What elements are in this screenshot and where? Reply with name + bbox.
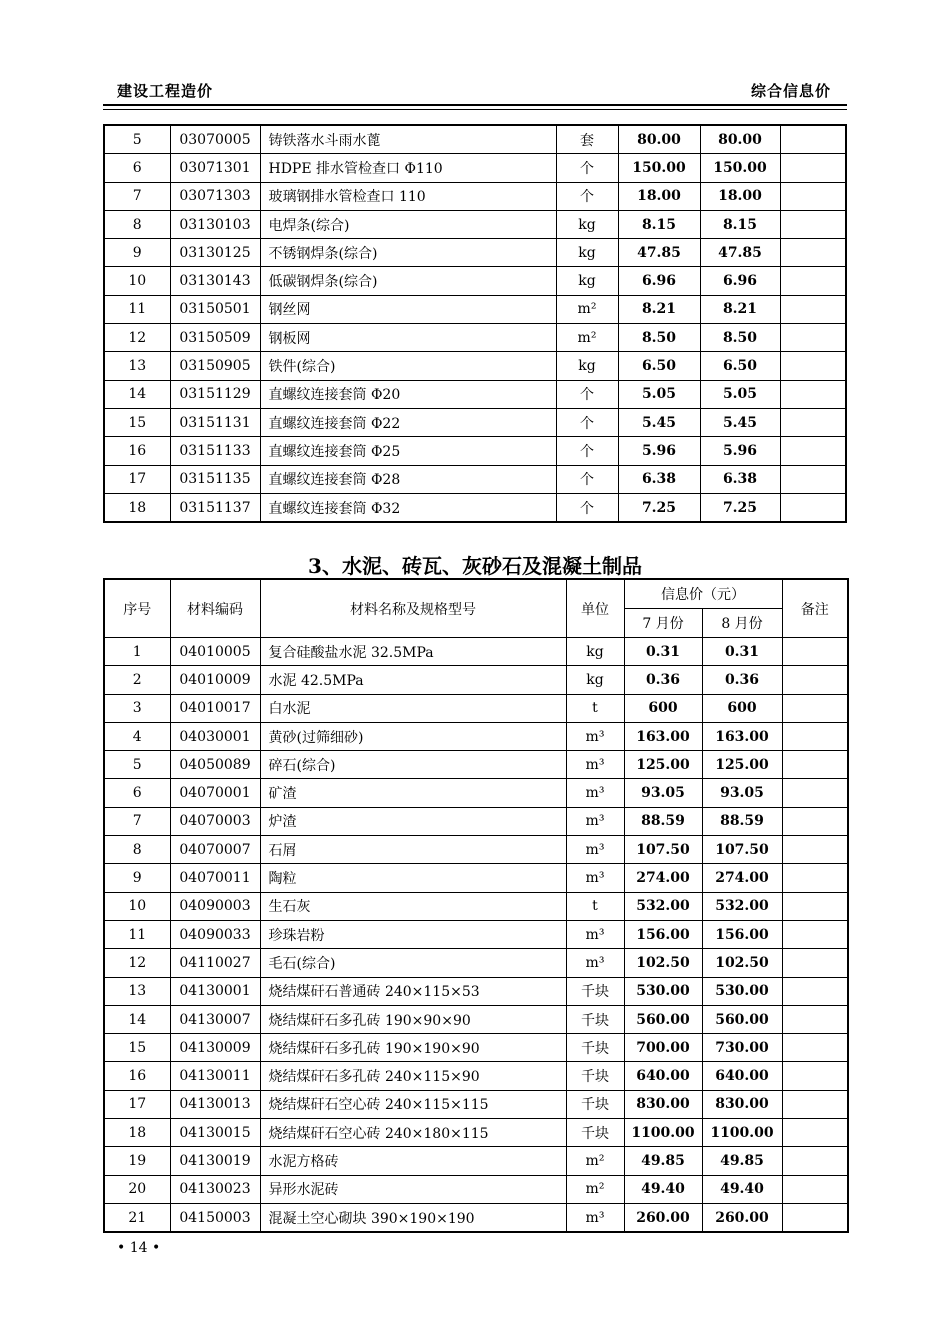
cell-price-august: 125.00 (702, 751, 782, 779)
cell-name: 铸铁落水斗雨水蓖 (260, 125, 556, 154)
cell-unit: 个 (556, 465, 618, 493)
cell-note (782, 1175, 848, 1203)
cell-unit: m² (556, 295, 618, 323)
cell-seq: 18 (104, 1119, 170, 1147)
cell-code: 04130007 (170, 1005, 260, 1033)
cell-price-august: 156.00 (702, 920, 782, 948)
table-row (104, 1034, 848, 1062)
cell-seq: 14 (104, 1005, 170, 1033)
cell-price-august: 5.45 (700, 408, 780, 436)
cell-code: 03151129 (170, 380, 260, 408)
cell-code: 04090003 (170, 892, 260, 920)
cell-name: 钢板网 (260, 324, 556, 352)
cell-price-july: 6.38 (618, 465, 700, 493)
table-row (104, 1062, 848, 1090)
cell-price-july: 6.96 (618, 267, 700, 295)
cell-unit: kg (556, 210, 618, 238)
cell-seq: 7 (104, 807, 170, 835)
cell-price-july: 532.00 (624, 892, 702, 920)
cell-note (782, 751, 848, 779)
cell-price-july: 107.50 (624, 836, 702, 864)
cell-code: 04130001 (170, 977, 260, 1005)
cell-price-august: 1100.00 (702, 1119, 782, 1147)
cell-seq: 17 (104, 465, 170, 493)
cell-price-august: 274.00 (702, 864, 782, 892)
cell-name: 复合硅酸盐水泥 32.5MPa (260, 638, 566, 666)
cell-seq: 20 (104, 1175, 170, 1203)
cell-code: 04030001 (170, 722, 260, 750)
cell-unit: t (566, 694, 624, 722)
cell-seq: 12 (104, 949, 170, 977)
cell-price-july: 560.00 (624, 1005, 702, 1033)
cell-code: 03130103 (170, 210, 260, 238)
cell-note (782, 1005, 848, 1033)
table-row (104, 722, 848, 750)
cell-seq: 16 (104, 437, 170, 465)
cell-note (782, 1090, 848, 1118)
cell-seq: 6 (104, 779, 170, 807)
cell-name: HDPE 排水管检查口 Φ110 (260, 154, 556, 182)
cell-note (782, 1203, 848, 1232)
cell-unit: kg (556, 239, 618, 267)
cell-price-july: 80.00 (618, 125, 700, 154)
running-header-right: 综合信息价 (750, 82, 831, 100)
header-name: 材料名称及规格型号 (260, 579, 566, 638)
cell-note (782, 1034, 848, 1062)
table-row (104, 210, 846, 238)
cell-unit: m³ (566, 949, 624, 977)
cell-price-july: 102.50 (624, 949, 702, 977)
cell-note (782, 864, 848, 892)
cell-name: 电焊条(综合) (260, 210, 556, 238)
cell-unit: 千块 (566, 977, 624, 1005)
cell-code: 04130015 (170, 1119, 260, 1147)
cell-price-july: 8.21 (618, 295, 700, 323)
table-row (104, 267, 846, 295)
cell-note (782, 1119, 848, 1147)
cell-price-july: 640.00 (624, 1062, 702, 1090)
cell-unit: 千块 (566, 1119, 624, 1147)
table-row (104, 1005, 848, 1033)
cell-code: 04130019 (170, 1147, 260, 1175)
cell-code: 03071303 (170, 182, 260, 210)
cell-price-august: 600 (702, 694, 782, 722)
cell-price-july: 600 (624, 694, 702, 722)
header-seq: 序号 (104, 579, 170, 638)
cell-name: 直螺纹连接套筒 Φ22 (260, 408, 556, 436)
cell-name: 混凝土空心砌块 390×190×190 (260, 1203, 566, 1232)
table-row (104, 437, 846, 465)
table-row (104, 295, 846, 323)
table-row (104, 779, 848, 807)
cell-note (782, 638, 848, 666)
cell-price-august: 8.50 (700, 324, 780, 352)
cell-name: 水泥方格砖 (260, 1147, 566, 1175)
table-row (104, 154, 846, 182)
cell-unit: m³ (566, 920, 624, 948)
cell-name: 烧结煤矸石多孔砖 240×115×90 (260, 1062, 566, 1090)
cell-code: 04130011 (170, 1062, 260, 1090)
cell-name: 烧结煤矸石空心砖 240×180×115 (260, 1119, 566, 1147)
cell-price-august: 530.00 (702, 977, 782, 1005)
cell-seq: 3 (104, 694, 170, 722)
cell-unit: m³ (566, 779, 624, 807)
cell-price-august: 532.00 (702, 892, 782, 920)
cell-price-july: 0.31 (624, 638, 702, 666)
table-row (104, 125, 846, 154)
table-row (104, 751, 848, 779)
cell-seq: 8 (104, 210, 170, 238)
cell-price-july: 530.00 (624, 977, 702, 1005)
cell-price-july: 150.00 (618, 154, 700, 182)
cell-note (780, 182, 846, 210)
cell-name: 烧结煤矸石普通砖 240×115×53 (260, 977, 566, 1005)
cell-unit: 个 (556, 182, 618, 210)
cell-price-july: 0.36 (624, 666, 702, 694)
cell-price-august: 730.00 (702, 1034, 782, 1062)
table-row (104, 1119, 848, 1147)
table-row (104, 920, 848, 948)
cell-price-august: 5.96 (700, 437, 780, 465)
cell-price-august: 5.05 (700, 380, 780, 408)
cell-seq: 8 (104, 836, 170, 864)
cell-code: 04010009 (170, 666, 260, 694)
cell-seq: 13 (104, 352, 170, 380)
cell-code: 03071301 (170, 154, 260, 182)
table-row (104, 1203, 848, 1232)
cell-note (782, 836, 848, 864)
cell-price-august: 6.38 (700, 465, 780, 493)
cell-name: 石屑 (260, 836, 566, 864)
cell-seq: 10 (104, 892, 170, 920)
cell-seq: 21 (104, 1203, 170, 1232)
cell-note (780, 437, 846, 465)
cell-note (782, 666, 848, 694)
header-rule-thin (103, 109, 847, 110)
cell-seq: 5 (104, 125, 170, 154)
cell-price-july: 5.45 (618, 408, 700, 436)
cell-code: 04130009 (170, 1034, 260, 1062)
cell-price-july: 47.85 (618, 239, 700, 267)
cell-price-august: 49.40 (702, 1175, 782, 1203)
cell-note (780, 210, 846, 238)
cell-note (782, 779, 848, 807)
cell-code: 03130125 (170, 239, 260, 267)
cell-price-july: 1100.00 (624, 1119, 702, 1147)
cell-code: 04070011 (170, 864, 260, 892)
table-row (104, 493, 846, 522)
cell-price-july: 274.00 (624, 864, 702, 892)
cell-price-august: 560.00 (702, 1005, 782, 1033)
header-unit: 单位 (566, 579, 624, 638)
cell-code: 04130013 (170, 1090, 260, 1118)
table-row (104, 465, 846, 493)
cell-unit: m³ (566, 751, 624, 779)
page-number: • 14 • (117, 1240, 161, 1256)
table-row (104, 352, 846, 380)
cell-seq: 11 (104, 295, 170, 323)
cell-note (782, 977, 848, 1005)
table-row (104, 408, 846, 436)
cell-code: 03150509 (170, 324, 260, 352)
table-row (104, 324, 846, 352)
cell-unit: 千块 (566, 1005, 624, 1033)
cell-unit: 千块 (566, 1034, 624, 1062)
cell-seq: 17 (104, 1090, 170, 1118)
cell-note (782, 949, 848, 977)
table-row (104, 864, 848, 892)
table-row (104, 1175, 848, 1203)
cell-note (782, 1062, 848, 1090)
cell-name: 烧结煤矸石多孔砖 190×190×90 (260, 1034, 566, 1062)
table-row (104, 638, 848, 666)
cell-price-august: 260.00 (702, 1203, 782, 1232)
cell-note (782, 722, 848, 750)
cell-code: 04070007 (170, 836, 260, 864)
table-row (104, 836, 848, 864)
cell-code: 03150905 (170, 352, 260, 380)
cell-note (780, 295, 846, 323)
cell-code: 04110027 (170, 949, 260, 977)
cell-seq: 18 (104, 493, 170, 522)
cell-unit: m³ (566, 1203, 624, 1232)
cell-price-july: 49.85 (624, 1147, 702, 1175)
cell-seq: 1 (104, 638, 170, 666)
header-month-july: 7 月份 (624, 609, 702, 638)
cell-price-august: 8.21 (700, 295, 780, 323)
cell-seq: 7 (104, 182, 170, 210)
cell-name: 直螺纹连接套筒 Φ20 (260, 380, 556, 408)
cell-price-august: 7.25 (700, 493, 780, 522)
cell-seq: 12 (104, 324, 170, 352)
cell-price-july: 156.00 (624, 920, 702, 948)
cell-price-july: 5.05 (618, 380, 700, 408)
cell-name: 生石灰 (260, 892, 566, 920)
cell-unit: 千块 (566, 1062, 624, 1090)
cell-unit: 千块 (566, 1090, 624, 1118)
cell-price-july: 5.96 (618, 437, 700, 465)
cell-note (780, 154, 846, 182)
table-row (104, 1147, 848, 1175)
cell-seq: 10 (104, 267, 170, 295)
cell-seq: 4 (104, 722, 170, 750)
cell-note (780, 324, 846, 352)
cell-seq: 9 (104, 239, 170, 267)
cell-code: 04130023 (170, 1175, 260, 1203)
cell-price-july: 8.15 (618, 210, 700, 238)
cell-name: 矿渣 (260, 779, 566, 807)
cell-seq: 16 (104, 1062, 170, 1090)
cell-price-august: 830.00 (702, 1090, 782, 1118)
cell-price-july: 93.05 (624, 779, 702, 807)
cell-name: 直螺纹连接套筒 Φ28 (260, 465, 556, 493)
cell-code: 03151133 (170, 437, 260, 465)
cell-seq: 14 (104, 380, 170, 408)
cell-code: 04090033 (170, 920, 260, 948)
cell-note (780, 380, 846, 408)
cell-price-august: 640.00 (702, 1062, 782, 1090)
cell-note (780, 352, 846, 380)
cell-price-july: 163.00 (624, 722, 702, 750)
cell-note (780, 267, 846, 295)
cell-code: 04070001 (170, 779, 260, 807)
cell-unit: 个 (556, 380, 618, 408)
cell-name: 珍珠岩粉 (260, 920, 566, 948)
cell-unit: 个 (556, 408, 618, 436)
cell-name: 毛石(综合) (260, 949, 566, 977)
table-row (104, 807, 848, 835)
cell-note (782, 694, 848, 722)
cell-note (782, 1147, 848, 1175)
table-row (104, 694, 848, 722)
cell-seq: 2 (104, 666, 170, 694)
cell-unit: 个 (556, 437, 618, 465)
price-table-continued (103, 124, 847, 523)
cell-name: 炉渣 (260, 807, 566, 835)
cell-price-august: 80.00 (700, 125, 780, 154)
cell-unit: kg (556, 352, 618, 380)
cell-name: 烧结煤矸石多孔砖 190×90×90 (260, 1005, 566, 1033)
cell-note (782, 920, 848, 948)
cell-code: 04050089 (170, 751, 260, 779)
cell-unit: 个 (556, 493, 618, 522)
cell-code: 03130143 (170, 267, 260, 295)
cell-price-july: 700.00 (624, 1034, 702, 1062)
cell-unit: m² (566, 1147, 624, 1175)
cell-seq: 9 (104, 864, 170, 892)
cell-price-august: 0.31 (702, 638, 782, 666)
cell-unit: kg (556, 267, 618, 295)
cell-name: 低碳钢焊条(综合) (260, 267, 556, 295)
cell-unit: m³ (566, 836, 624, 864)
cell-seq: 5 (104, 751, 170, 779)
section-title: 3、水泥、砖瓦、灰砂石及混凝土制品 (308, 554, 642, 578)
cell-code: 04010005 (170, 638, 260, 666)
header-price-group: 信息价（元） (624, 579, 782, 609)
cell-name: 碎石(综合) (260, 751, 566, 779)
cell-price-august: 47.85 (700, 239, 780, 267)
cell-unit: kg (566, 638, 624, 666)
table-row (104, 666, 848, 694)
cell-seq: 6 (104, 154, 170, 182)
header-rule-thick (103, 104, 847, 106)
cell-price-august: 0.36 (702, 666, 782, 694)
cell-price-august: 93.05 (702, 779, 782, 807)
cell-price-august: 6.50 (700, 352, 780, 380)
cell-price-july: 18.00 (618, 182, 700, 210)
cell-name: 黄砂(过筛细砂) (260, 722, 566, 750)
cell-code: 03150501 (170, 295, 260, 323)
table-row (104, 977, 848, 1005)
cell-code: 03151131 (170, 408, 260, 436)
cell-seq: 19 (104, 1147, 170, 1175)
cell-name: 烧结煤矸石空心砖 240×115×115 (260, 1090, 566, 1118)
cell-unit: m² (566, 1175, 624, 1203)
cell-unit: m³ (566, 722, 624, 750)
cell-code: 03070005 (170, 125, 260, 154)
cell-name: 铁件(综合) (260, 352, 556, 380)
table-row (104, 239, 846, 267)
cell-price-july: 7.25 (618, 493, 700, 522)
cell-price-july: 49.40 (624, 1175, 702, 1203)
cell-note (780, 493, 846, 522)
cell-price-august: 6.96 (700, 267, 780, 295)
cell-unit: 套 (556, 125, 618, 154)
table-row (104, 949, 848, 977)
cell-code: 04150003 (170, 1203, 260, 1232)
cell-note (780, 239, 846, 267)
cell-unit: t (566, 892, 624, 920)
cell-price-august: 49.85 (702, 1147, 782, 1175)
cell-unit: m³ (566, 807, 624, 835)
header-code: 材料编码 (170, 579, 260, 638)
cell-note (780, 465, 846, 493)
cell-price-july: 88.59 (624, 807, 702, 835)
cell-price-august: 8.15 (700, 210, 780, 238)
cell-code: 03151135 (170, 465, 260, 493)
cell-code: 04010017 (170, 694, 260, 722)
cell-price-august: 102.50 (702, 949, 782, 977)
cell-price-july: 125.00 (624, 751, 702, 779)
cell-name: 钢丝网 (260, 295, 556, 323)
cell-name: 陶粒 (260, 864, 566, 892)
cell-price-august: 107.50 (702, 836, 782, 864)
running-header-left: 建设工程造价 (117, 82, 214, 100)
cell-name: 不锈钢焊条(综合) (260, 239, 556, 267)
cell-price-august: 18.00 (700, 182, 780, 210)
table-row (104, 380, 846, 408)
cell-note (780, 125, 846, 154)
cell-price-august: 150.00 (700, 154, 780, 182)
cell-note (782, 807, 848, 835)
cell-unit: 个 (556, 154, 618, 182)
cell-price-july: 6.50 (618, 352, 700, 380)
header-month-august: 8 月份 (702, 609, 782, 638)
cell-name: 直螺纹连接套筒 Φ25 (260, 437, 556, 465)
header-note: 备注 (782, 579, 848, 638)
cell-name: 白水泥 (260, 694, 566, 722)
cell-price-july: 830.00 (624, 1090, 702, 1118)
cell-note (780, 408, 846, 436)
cell-price-august: 163.00 (702, 722, 782, 750)
cell-seq: 15 (104, 1034, 170, 1062)
cell-price-july: 260.00 (624, 1203, 702, 1232)
cell-unit: m³ (566, 864, 624, 892)
cell-unit: kg (566, 666, 624, 694)
cell-price-july: 8.50 (618, 324, 700, 352)
table-row (104, 1090, 848, 1118)
cell-note (782, 892, 848, 920)
table-row (104, 892, 848, 920)
cell-seq: 15 (104, 408, 170, 436)
price-table-cement-bricks (103, 578, 849, 1233)
cell-code: 03151137 (170, 493, 260, 522)
cell-seq: 13 (104, 977, 170, 1005)
cell-unit: m² (556, 324, 618, 352)
cell-name: 玻璃钢排水管检查口 110 (260, 182, 556, 210)
cell-seq: 11 (104, 920, 170, 948)
table-row (104, 182, 846, 210)
cell-name: 异形水泥砖 (260, 1175, 566, 1203)
cell-name: 直螺纹连接套筒 Φ32 (260, 493, 556, 522)
cell-code: 04070003 (170, 807, 260, 835)
cell-name: 水泥 42.5MPa (260, 666, 566, 694)
cell-price-august: 88.59 (702, 807, 782, 835)
